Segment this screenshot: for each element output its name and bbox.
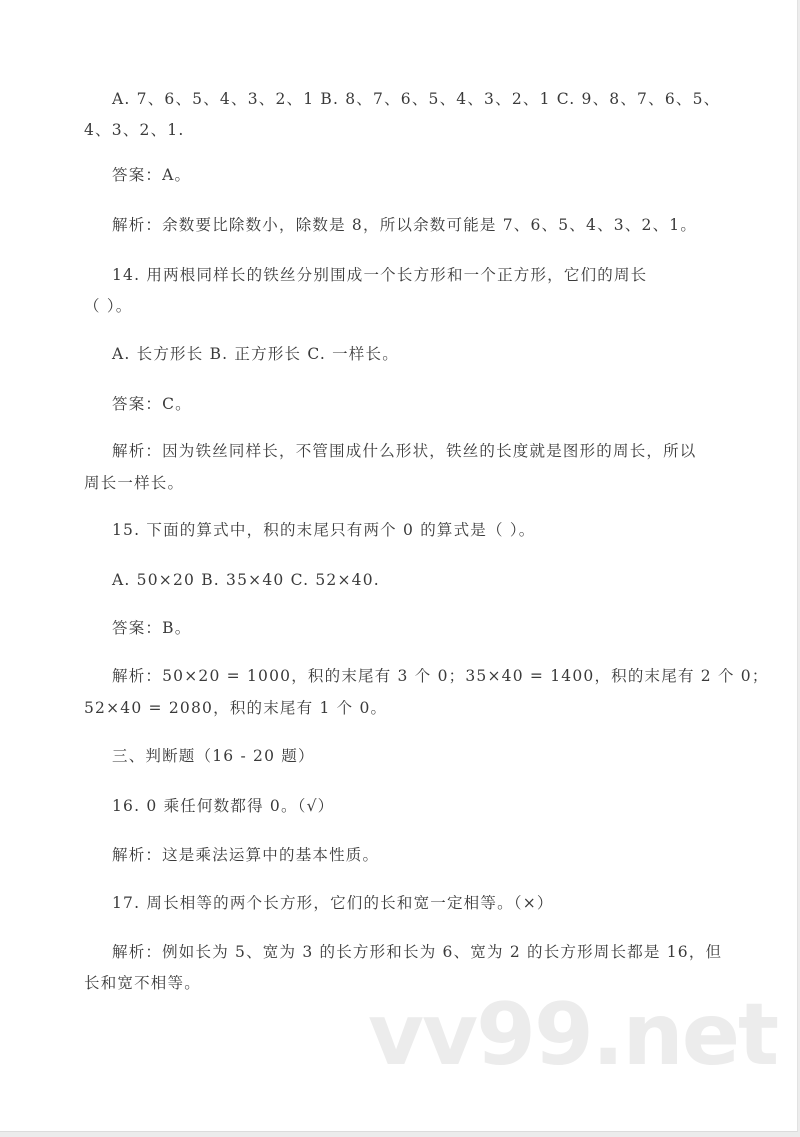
q13-options-line1: A. 7、6、5、4、3、2、1 B. 8、7、6、5、4、3、2、1 C. 9、8、7、6、5、 [112,90,721,108]
q15-analysis-line2: 52×40 = 2080，积的末尾有 1 个 0。 [84,699,388,717]
q15-answer: 答案：B。 [112,619,192,637]
q14-analysis-line1: 解析：因为铁丝同样长，不管围成什么形状，铁丝的长度就是图形的周长，所以 [112,442,697,460]
q13-analysis: 解析：余数要比除数小，除数是 8，所以余数可能是 7、6、5、4、3、2、1。 [112,216,698,234]
q15-analysis-line1: 解析：50×20 = 1000，积的末尾有 3 个 0；35×40 = 1400，积的末尾有 2 个 0； [112,667,769,685]
watermark: vv99.net [368,985,778,1085]
q14-question-line2: （ ）。 [84,297,133,315]
q17-statement: 17. 周长相等的两个长方形，它们的长和宽一定相等。（×） [112,894,554,912]
section3-heading: 三、判断题（16 - 20 题） [112,747,315,765]
q16-analysis: 解析：这是乘法运算中的基本性质。 [112,846,380,864]
q16-statement: 16. 0 乘任何数都得 0。（√） [112,797,335,815]
q13-answer: 答案：A。 [112,166,192,184]
q15-question: 15. 下面的算式中，积的末尾只有两个 0 的算式是（ ）。 [112,521,536,539]
q17-analysis-line2: 长和宽不相等。 [84,974,201,992]
q15-options: A. 50×20 B. 35×40 C. 52×40. [112,571,380,589]
q14-answer: 答案：C。 [112,395,192,413]
q14-options: A. 长方形长 B. 正方形长 C. 一样长。 [112,345,399,363]
q13-options-line2: 4、3、2、1. [84,121,185,139]
q14-analysis-line2: 周长一样长。 [84,474,185,492]
q17-analysis-line1: 解析：例如长为 5、宽为 3 的长方形和长为 6、宽为 2 的长方形周长都是 16，但 [112,943,723,961]
q14-question-line1: 14. 用两根同样长的铁丝分别围成一个长方形和一个正方形，它们的周长 [112,266,648,284]
